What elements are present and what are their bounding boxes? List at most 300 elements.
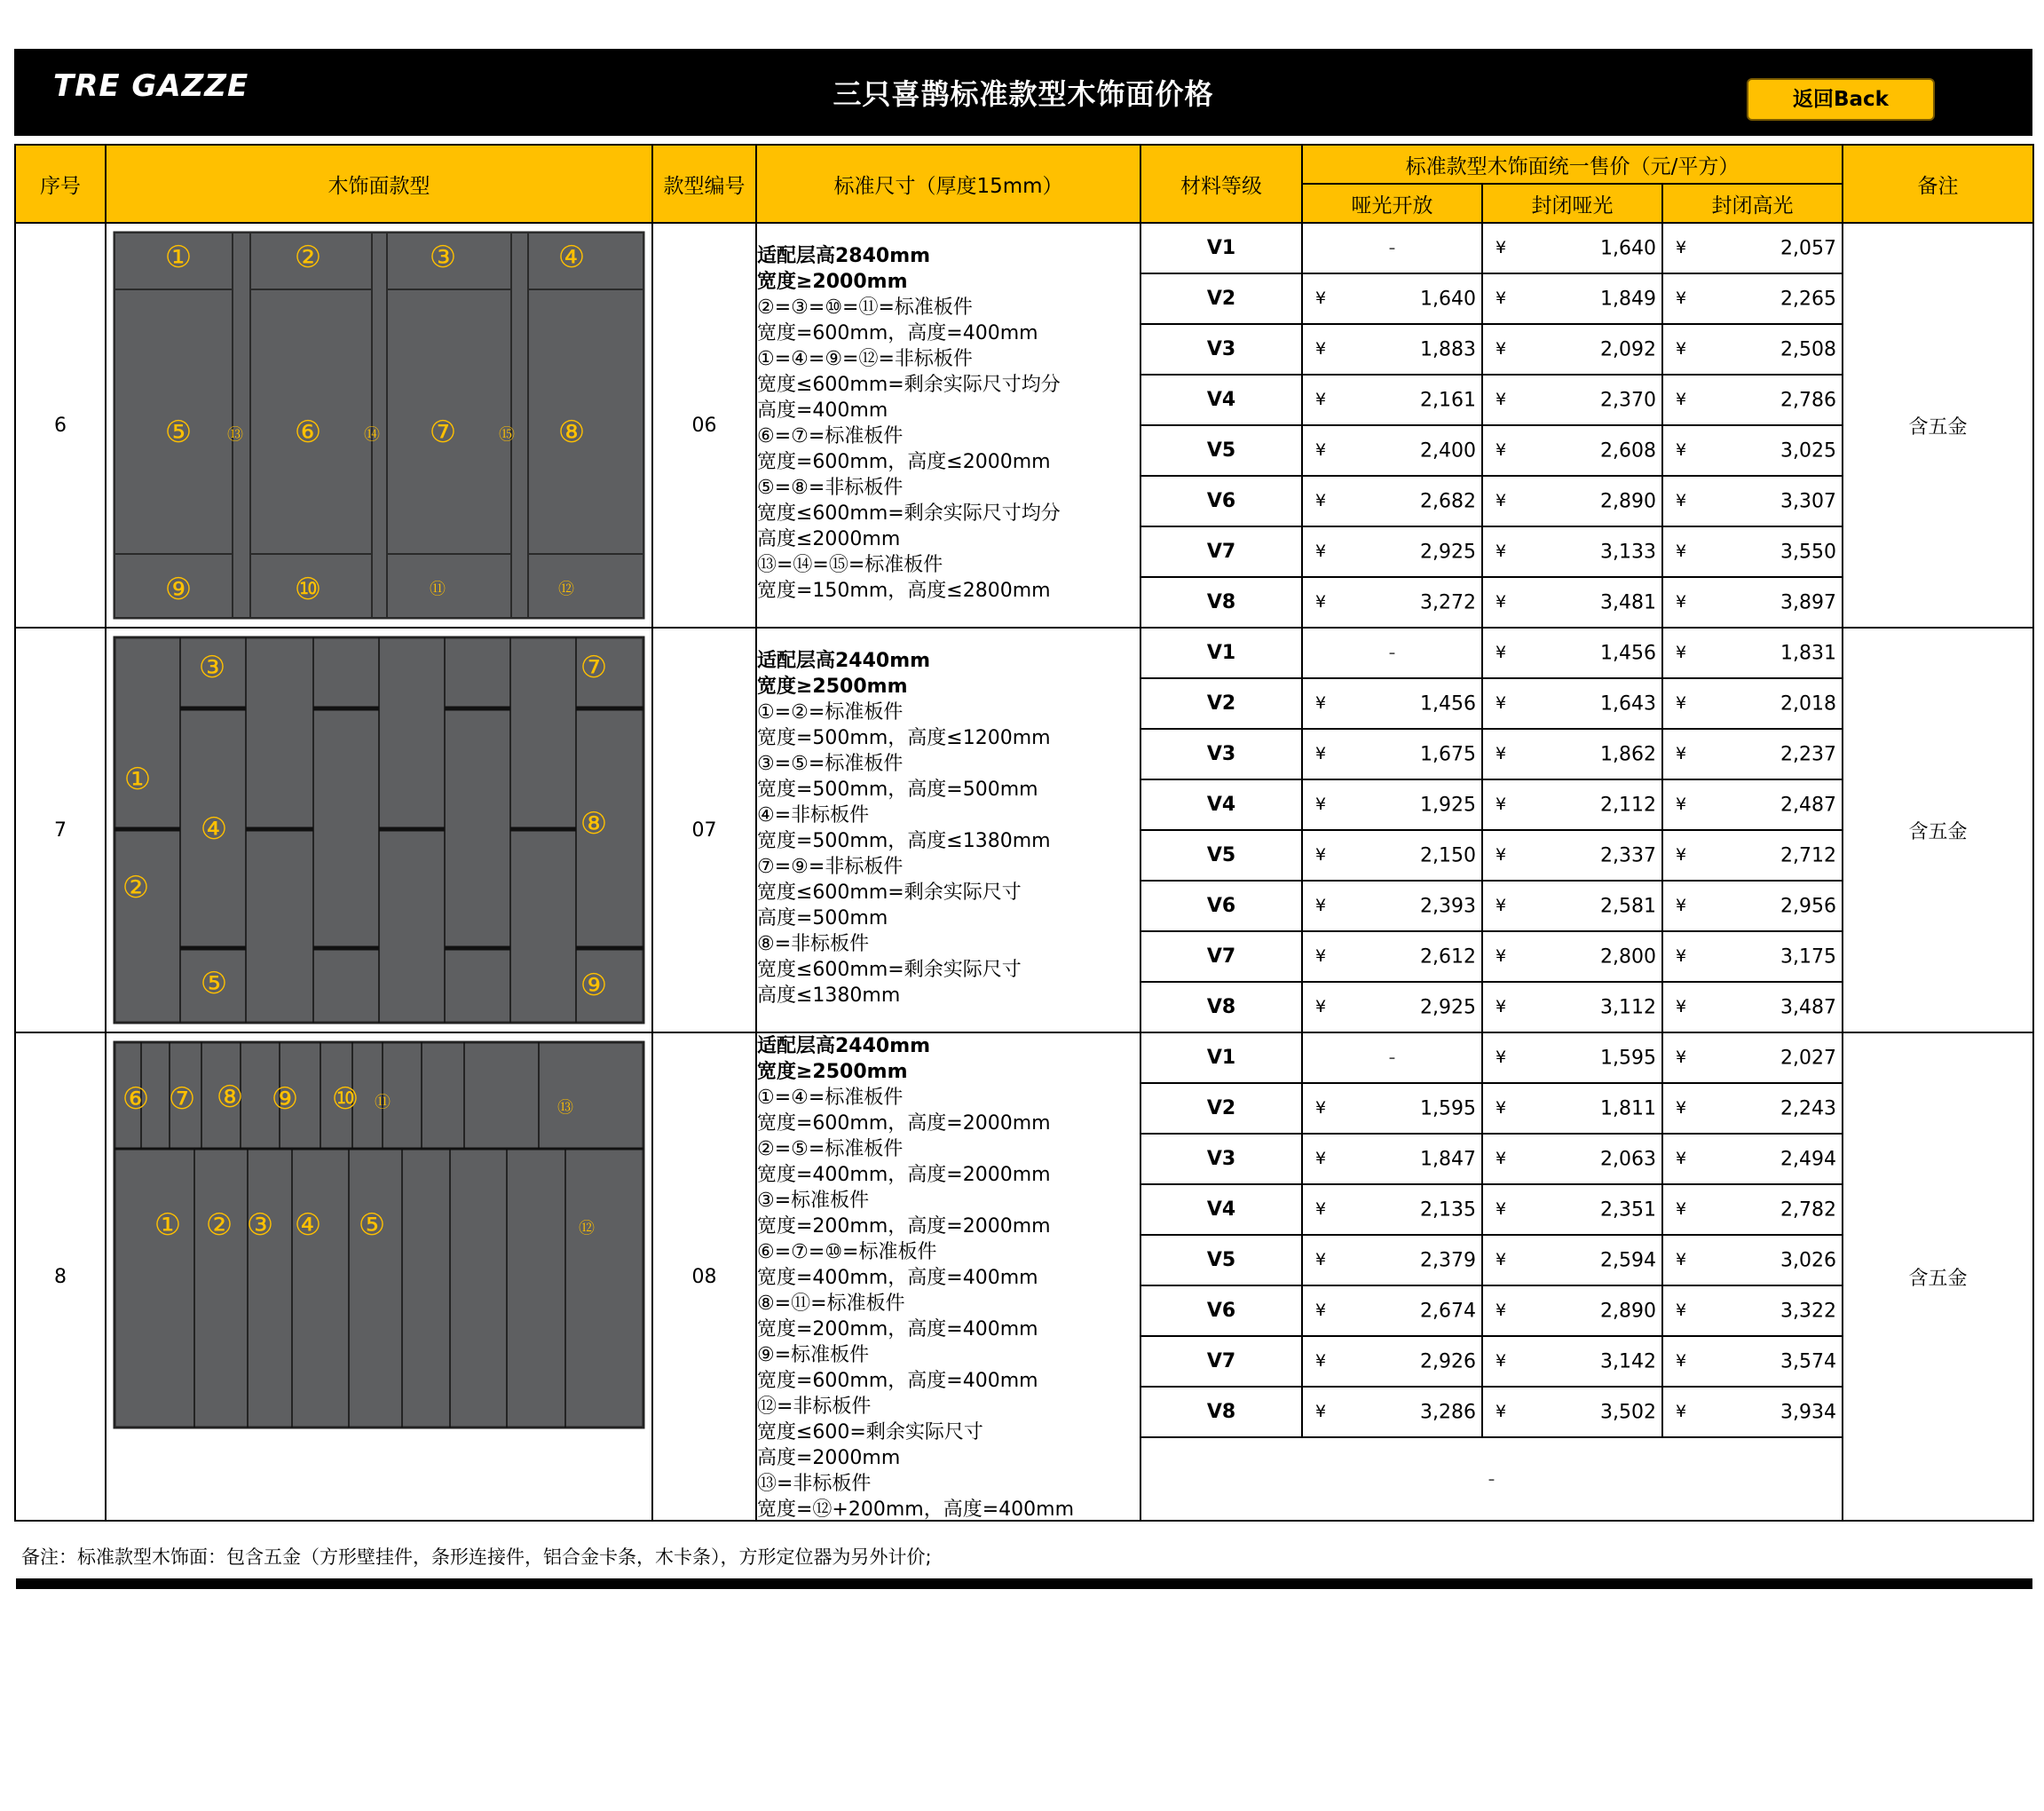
row-index: 7 — [15, 628, 106, 1032]
currency-symbol: ¥ — [1315, 743, 1327, 763]
size-line: 宽度≤600mm=剩余实际尺寸均分 — [757, 374, 1061, 396]
price-table-body — [15, 223, 2033, 1521]
price-cell — [1482, 1235, 1662, 1285]
currency-symbol: ¥ — [1676, 338, 1687, 359]
price-value: 3,487 — [1780, 996, 1837, 1018]
price-cell — [1662, 982, 1843, 1032]
price-cell — [1482, 628, 1662, 678]
price-cell — [1482, 1032, 1662, 1083]
price-cell — [1482, 931, 1662, 982]
panel-marker: ② — [205, 1207, 233, 1243]
price-value: 1,925 — [1420, 794, 1476, 816]
row-remark: 含五金 — [1843, 628, 2033, 1032]
panel-board — [387, 554, 511, 618]
size-line: ③=标准板件 — [757, 1190, 870, 1212]
panel-marker: ④ — [294, 1207, 322, 1243]
price-cell — [1662, 223, 1843, 273]
price-cell — [1482, 223, 1662, 273]
size-line: 适配层高2440mm — [757, 650, 931, 672]
panel-marker: ⑧ — [557, 415, 586, 450]
size-line: 宽度=200mm，高度=2000mm — [757, 1215, 1051, 1238]
price-cell — [1302, 1235, 1482, 1285]
price-cell — [1302, 1285, 1482, 1336]
price-value: 2,581 — [1600, 895, 1656, 917]
price-cell — [1302, 1387, 1482, 1437]
currency-symbol: ¥ — [1496, 490, 1507, 510]
currency-symbol: ¥ — [1676, 996, 1687, 1016]
panel-marker: ⑨ — [271, 1081, 299, 1117]
style-code: 06 — [652, 223, 756, 628]
currency-symbol: ¥ — [1315, 439, 1327, 460]
size-line: 宽度=150mm，高度≤2800mm — [757, 580, 1051, 602]
price-empty: - — [1388, 642, 1396, 664]
price-value: 2,487 — [1780, 794, 1837, 816]
panel-marker: ⑮ — [499, 425, 515, 445]
currency-symbol: ¥ — [1315, 844, 1327, 865]
price-cell — [1302, 881, 1482, 931]
price-cell — [1662, 1285, 1843, 1336]
row-index: 6 — [15, 223, 106, 628]
price-value: 2,890 — [1600, 1300, 1656, 1322]
price-cell — [1662, 881, 1843, 931]
price-value: 1,847 — [1420, 1148, 1476, 1170]
currency-symbol: ¥ — [1496, 1401, 1507, 1421]
price-cell — [1662, 425, 1843, 476]
size-description — [756, 1032, 1140, 1521]
price-value: 2,925 — [1420, 996, 1476, 1018]
col-header-index: 序号 — [15, 145, 106, 223]
size-line: ⑥=⑦=标准板件 — [757, 425, 904, 447]
price-cell — [1482, 526, 1662, 577]
material-grade: V3 — [1140, 324, 1302, 375]
brand-logo-text: TRE GAZZE — [53, 68, 249, 104]
panel-board — [528, 554, 643, 618]
price-value: 2,370 — [1600, 389, 1656, 411]
price-value: 2,393 — [1420, 895, 1476, 917]
price-cell — [1482, 1336, 1662, 1387]
price-cell — [1302, 425, 1482, 476]
currency-symbol: ¥ — [1676, 844, 1687, 865]
price-cell — [1662, 628, 1843, 678]
size-line: ⑥=⑦=⑩=标准板件 — [757, 1241, 937, 1263]
price-value: 2,508 — [1780, 338, 1837, 360]
size-line: ⑨=标准板件 — [757, 1344, 870, 1366]
table-row — [15, 223, 2033, 273]
price-value: 2,161 — [1420, 389, 1476, 411]
page-header — [14, 49, 2032, 136]
price-value: 2,594 — [1600, 1249, 1656, 1271]
price-cell — [1302, 678, 1482, 729]
panel-marker: ① — [154, 1207, 182, 1243]
price-cell — [1482, 830, 1662, 881]
panel-marker: ⑦ — [580, 650, 608, 685]
price-cell — [1302, 830, 1482, 881]
panel-marker: ⑬ — [227, 425, 243, 445]
price-value: 1,849 — [1600, 288, 1656, 310]
currency-symbol: ¥ — [1676, 1047, 1687, 1067]
currency-symbol: ¥ — [1496, 338, 1507, 359]
price-value: 1,831 — [1780, 642, 1837, 664]
price-value: 2,112 — [1600, 794, 1656, 816]
material-grade: V6 — [1140, 881, 1302, 931]
table-row — [15, 1032, 2033, 1083]
size-line: 高度=2000mm — [757, 1447, 901, 1469]
currency-symbol: ¥ — [1496, 743, 1507, 763]
material-grade: V8 — [1140, 1387, 1302, 1437]
currency-symbol: ¥ — [1496, 844, 1507, 865]
price-cell — [1302, 779, 1482, 830]
material-grade: V2 — [1140, 1083, 1302, 1134]
size-line: ⑦=⑨=非标板件 — [757, 856, 904, 878]
panel-marker: ⑫ — [558, 580, 574, 599]
currency-symbol: ¥ — [1676, 743, 1687, 763]
size-line: 宽度=500mm，高度=500mm — [757, 779, 1038, 801]
price-value: 2,926 — [1420, 1350, 1476, 1372]
price-cell — [1482, 1387, 1662, 1437]
currency-symbol: ¥ — [1676, 1097, 1687, 1118]
currency-symbol: ¥ — [1496, 1249, 1507, 1269]
price-value: 2,800 — [1600, 945, 1656, 968]
size-line: ⑧=⑪=标准板件 — [757, 1293, 905, 1315]
price-cell — [1482, 1134, 1662, 1184]
size-line: 宽度≤600mm=剩余实际尺寸均分 — [757, 502, 1061, 525]
price-value: 2,890 — [1600, 490, 1656, 512]
currency-symbol: ¥ — [1676, 591, 1687, 612]
size-line: ④=非标板件 — [757, 804, 870, 826]
material-grade: V3 — [1140, 1134, 1302, 1184]
price-cell — [1662, 678, 1843, 729]
price-value: 2,712 — [1780, 844, 1837, 866]
currency-symbol: ¥ — [1496, 692, 1507, 713]
panel-marker: ③ — [246, 1207, 274, 1243]
price-value: 2,925 — [1420, 541, 1476, 563]
price-cell — [1662, 729, 1843, 779]
price-cell — [1482, 729, 1662, 779]
price-value: 2,063 — [1600, 1148, 1656, 1170]
panel-marker: ⑪ — [375, 1093, 391, 1112]
price-value: 1,643 — [1600, 692, 1656, 715]
price-cell — [1302, 628, 1482, 678]
price-cell — [1662, 830, 1843, 881]
size-line: 宽度=500mm，高度≤1380mm — [757, 830, 1051, 852]
size-line: 适配层高2840mm — [757, 245, 931, 267]
currency-symbol: ¥ — [1496, 794, 1507, 814]
size-line: 宽度=⑫+200mm，高度=400mm — [757, 1499, 1075, 1521]
price-cell — [1662, 1387, 1843, 1437]
price-value: 3,574 — [1780, 1350, 1837, 1372]
currency-symbol: ¥ — [1315, 1300, 1327, 1320]
table-row — [15, 628, 2033, 678]
price-value: 3,897 — [1780, 591, 1837, 613]
currency-symbol: ¥ — [1676, 642, 1687, 662]
wood-panel-diagram — [114, 233, 643, 618]
currency-symbol: ¥ — [1496, 1097, 1507, 1118]
currency-symbol: ¥ — [1496, 541, 1507, 561]
price-cell — [1302, 375, 1482, 425]
size-line: ①=④=⑨=⑫=非标板件 — [757, 348, 973, 370]
size-line: 宽度≥2000mm — [757, 271, 908, 293]
currency-symbol: ¥ — [1315, 895, 1327, 915]
material-grade: V7 — [1140, 1336, 1302, 1387]
panel-marker: ⑧ — [216, 1079, 244, 1115]
price-value: 3,175 — [1780, 945, 1837, 968]
price-cell — [1302, 223, 1482, 273]
material-grade: V2 — [1140, 678, 1302, 729]
price-cell — [1302, 273, 1482, 324]
currency-symbol: ¥ — [1315, 1249, 1327, 1269]
currency-symbol: ¥ — [1315, 1198, 1327, 1219]
price-value: 3,026 — [1780, 1249, 1837, 1271]
size-line: ⑬=非标板件 — [757, 1473, 872, 1495]
currency-symbol: ¥ — [1496, 1350, 1507, 1371]
price-value: 3,502 — [1600, 1401, 1656, 1423]
size-line: ⑧=非标板件 — [757, 933, 870, 955]
size-line: ⑤=⑧=非标板件 — [757, 477, 904, 499]
page-title: 三只喜鹊标准款型木饰面价格 — [833, 77, 1214, 111]
back-button[interactable]: 返回Back — [1747, 78, 1935, 121]
price-value: 2,612 — [1420, 945, 1476, 968]
panel-marker: ⑦ — [168, 1081, 196, 1117]
currency-symbol: ¥ — [1676, 794, 1687, 814]
material-grade: V3 — [1140, 729, 1302, 779]
currency-symbol: ¥ — [1496, 895, 1507, 915]
price-cell — [1662, 931, 1843, 982]
currency-symbol: ¥ — [1676, 439, 1687, 460]
panel-illustration-cell — [106, 223, 652, 628]
price-value: 2,351 — [1600, 1198, 1656, 1221]
currency-symbol: ¥ — [1315, 591, 1327, 612]
currency-symbol: ¥ — [1496, 642, 1507, 662]
price-value: 3,934 — [1780, 1401, 1837, 1423]
price-cell — [1662, 375, 1843, 425]
col-header-matte-open: 哑光开放 — [1302, 184, 1482, 223]
size-line: 宽度≥2500mm — [757, 1061, 908, 1083]
price-cell — [1482, 678, 1662, 729]
material-grade: V1 — [1140, 628, 1302, 678]
price-value: 1,595 — [1420, 1097, 1476, 1119]
price-cell — [1482, 273, 1662, 324]
price-value: 2,018 — [1780, 692, 1837, 715]
price-value: 1,675 — [1420, 743, 1476, 765]
price-value: 1,640 — [1420, 288, 1476, 310]
panel-marker: ① — [123, 762, 152, 797]
price-cell — [1482, 1083, 1662, 1134]
price-cell — [1482, 779, 1662, 830]
price-value: 3,142 — [1600, 1350, 1656, 1372]
currency-symbol: ¥ — [1676, 389, 1687, 409]
currency-symbol: ¥ — [1315, 1401, 1327, 1421]
size-line: 宽度≤600mm=剩余实际尺寸 — [757, 959, 1022, 981]
currency-symbol: ¥ — [1676, 895, 1687, 915]
currency-symbol: ¥ — [1315, 794, 1327, 814]
price-cell — [1302, 1134, 1482, 1184]
price-cell — [1302, 1336, 1482, 1387]
price-value: 1,456 — [1420, 692, 1476, 715]
col-header-size: 标准尺寸（厚度15mm） — [756, 145, 1140, 223]
currency-symbol: ¥ — [1315, 490, 1327, 510]
size-description — [756, 628, 1140, 1032]
size-line: ②=③=⑩=⑪=标准板件 — [757, 297, 973, 319]
currency-symbol: ¥ — [1496, 1148, 1507, 1168]
currency-symbol: ¥ — [1315, 945, 1327, 966]
price-cell — [1662, 577, 1843, 628]
price-cell — [1662, 526, 1843, 577]
panel-marker: ⑦ — [429, 415, 457, 450]
size-line: 宽度=600mm，高度=400mm — [757, 1370, 1038, 1392]
size-line: ⑬=⑭=⑮=标准板件 — [757, 554, 943, 576]
size-line: 宽度=500mm，高度≤1200mm — [757, 727, 1051, 749]
wood-panel-diagram — [114, 637, 643, 1023]
size-line: ③=⑤=标准板件 — [757, 753, 904, 775]
panel-marker: ⑩ — [331, 1081, 359, 1117]
empty-price-note: - — [1140, 1437, 1843, 1521]
currency-symbol: ¥ — [1676, 490, 1687, 510]
size-line: 宽度≤600=剩余实际尺寸 — [757, 1421, 983, 1443]
price-value: 3,025 — [1780, 439, 1837, 462]
price-value: 1,595 — [1600, 1047, 1656, 1069]
col-header-closed-gloss: 封闭高光 — [1662, 184, 1843, 223]
size-line: ①=②=标准板件 — [757, 701, 904, 724]
material-grade: V6 — [1140, 1285, 1302, 1336]
material-grade: V1 — [1140, 223, 1302, 273]
panel-marker: ① — [164, 240, 193, 275]
row-remark: 含五金 — [1843, 223, 2033, 628]
panel-illustration-cell — [106, 628, 652, 1032]
panel-marker: ⑤ — [164, 415, 193, 450]
price-value: 2,956 — [1780, 895, 1837, 917]
currency-symbol: ¥ — [1676, 1148, 1687, 1168]
price-value: 2,782 — [1780, 1198, 1837, 1221]
price-cell — [1302, 729, 1482, 779]
material-grade: V4 — [1140, 375, 1302, 425]
price-cell — [1302, 577, 1482, 628]
col-header-closed-matte: 封闭哑光 — [1482, 184, 1662, 223]
price-value: 2,150 — [1420, 844, 1476, 866]
panel-marker: ⑥ — [122, 1081, 150, 1117]
row-index: 8 — [15, 1032, 106, 1521]
material-grade: V6 — [1140, 476, 1302, 526]
footer-divider — [16, 1578, 2032, 1589]
currency-symbol: ¥ — [1676, 692, 1687, 713]
size-description — [756, 223, 1140, 628]
currency-symbol: ¥ — [1496, 439, 1507, 460]
col-header-style: 木饰面款型 — [106, 145, 652, 223]
size-line: 宽度=400mm，高度=2000mm — [757, 1164, 1051, 1186]
size-line: 宽度=400mm，高度=400mm — [757, 1267, 1038, 1289]
panel-marker: ④ — [557, 240, 586, 275]
currency-symbol: ¥ — [1315, 1350, 1327, 1371]
price-value: 2,243 — [1780, 1097, 1837, 1119]
price-cell — [1662, 1134, 1843, 1184]
price-cell — [1482, 577, 1662, 628]
size-line: 宽度=600mm，高度≤2000mm — [757, 451, 1051, 473]
price-value: 2,027 — [1780, 1047, 1837, 1069]
size-line: ①=④=标准板件 — [757, 1087, 904, 1109]
currency-symbol: ¥ — [1315, 338, 1327, 359]
price-value: 3,322 — [1780, 1300, 1837, 1322]
price-value: 2,092 — [1600, 338, 1656, 360]
currency-symbol: ¥ — [1315, 692, 1327, 713]
material-grade: V2 — [1140, 273, 1302, 324]
size-line: 宽度≤600mm=剩余实际尺寸 — [757, 882, 1022, 904]
panel-marker: ③ — [429, 240, 457, 275]
price-value: 1,862 — [1600, 743, 1656, 765]
size-line: 宽度=600mm，高度=2000mm — [757, 1112, 1051, 1135]
price-value: 2,400 — [1420, 439, 1476, 462]
price-cell — [1302, 1032, 1482, 1083]
price-cell — [1662, 324, 1843, 375]
price-cell — [1662, 476, 1843, 526]
price-cell — [1302, 1184, 1482, 1235]
price-cell — [1662, 1336, 1843, 1387]
currency-symbol: ¥ — [1315, 389, 1327, 409]
currency-symbol: ¥ — [1676, 945, 1687, 966]
price-cell — [1482, 375, 1662, 425]
price-cell — [1482, 476, 1662, 526]
currency-symbol: ¥ — [1676, 288, 1687, 308]
price-cell — [1662, 1235, 1843, 1285]
price-value: 2,682 — [1420, 490, 1476, 512]
currency-symbol: ¥ — [1496, 591, 1507, 612]
price-cell — [1302, 526, 1482, 577]
price-cell — [1482, 881, 1662, 931]
row-remark: 含五金 — [1843, 1032, 2033, 1521]
currency-symbol: ¥ — [1676, 1300, 1687, 1320]
panel-illustration-cell — [106, 1032, 652, 1521]
price-cell — [1662, 1184, 1843, 1235]
currency-symbol: ¥ — [1315, 288, 1327, 308]
price-cell — [1302, 982, 1482, 1032]
size-line: 高度=500mm — [757, 907, 888, 929]
material-grade: V1 — [1140, 1032, 1302, 1083]
price-empty: - — [1388, 1047, 1396, 1069]
currency-symbol: ¥ — [1315, 541, 1327, 561]
col-header-price-group: 标准款型木饰面统一售价（元/平方） — [1302, 145, 1843, 184]
material-grade: V5 — [1140, 1235, 1302, 1285]
panel-marker: ⑭ — [364, 425, 380, 445]
price-value: 3,112 — [1600, 996, 1656, 1018]
price-cell — [1302, 1083, 1482, 1134]
panel-marker: ⑤ — [358, 1207, 386, 1243]
price-cell — [1302, 476, 1482, 526]
footer-note: 备注：标准款型木饰面：包含五金（方形壁挂件，条形连接件，铝合金卡条，木卡条），方形定位器为另外计价; — [21, 1546, 932, 1568]
currency-symbol: ¥ — [1496, 1300, 1507, 1320]
price-value: 3,272 — [1420, 591, 1476, 613]
currency-symbol: ¥ — [1676, 1249, 1687, 1269]
size-line: 高度≤1380mm — [757, 985, 901, 1007]
price-cell — [1482, 982, 1662, 1032]
panel-marker: ⑫ — [579, 1219, 595, 1238]
price-cell — [1482, 324, 1662, 375]
price-cell — [1482, 425, 1662, 476]
col-header-code: 款型编号 — [652, 145, 756, 223]
size-line: 高度=400mm — [757, 399, 888, 422]
price-value: 2,608 — [1600, 439, 1656, 462]
panel-board — [528, 289, 643, 554]
currency-symbol: ¥ — [1496, 945, 1507, 966]
price-value: 1,811 — [1600, 1097, 1656, 1119]
panel-marker: ⑧ — [580, 806, 608, 842]
material-grade: V4 — [1140, 779, 1302, 830]
price-value: 3,481 — [1600, 591, 1656, 613]
material-grade: V7 — [1140, 526, 1302, 577]
price-value: 1,640 — [1600, 237, 1656, 259]
panel-marker: ② — [122, 870, 150, 906]
currency-symbol: ¥ — [1315, 996, 1327, 1016]
panel-marker: ⑪ — [430, 580, 446, 599]
price-cell — [1482, 1285, 1662, 1336]
price-value: 2,337 — [1600, 844, 1656, 866]
